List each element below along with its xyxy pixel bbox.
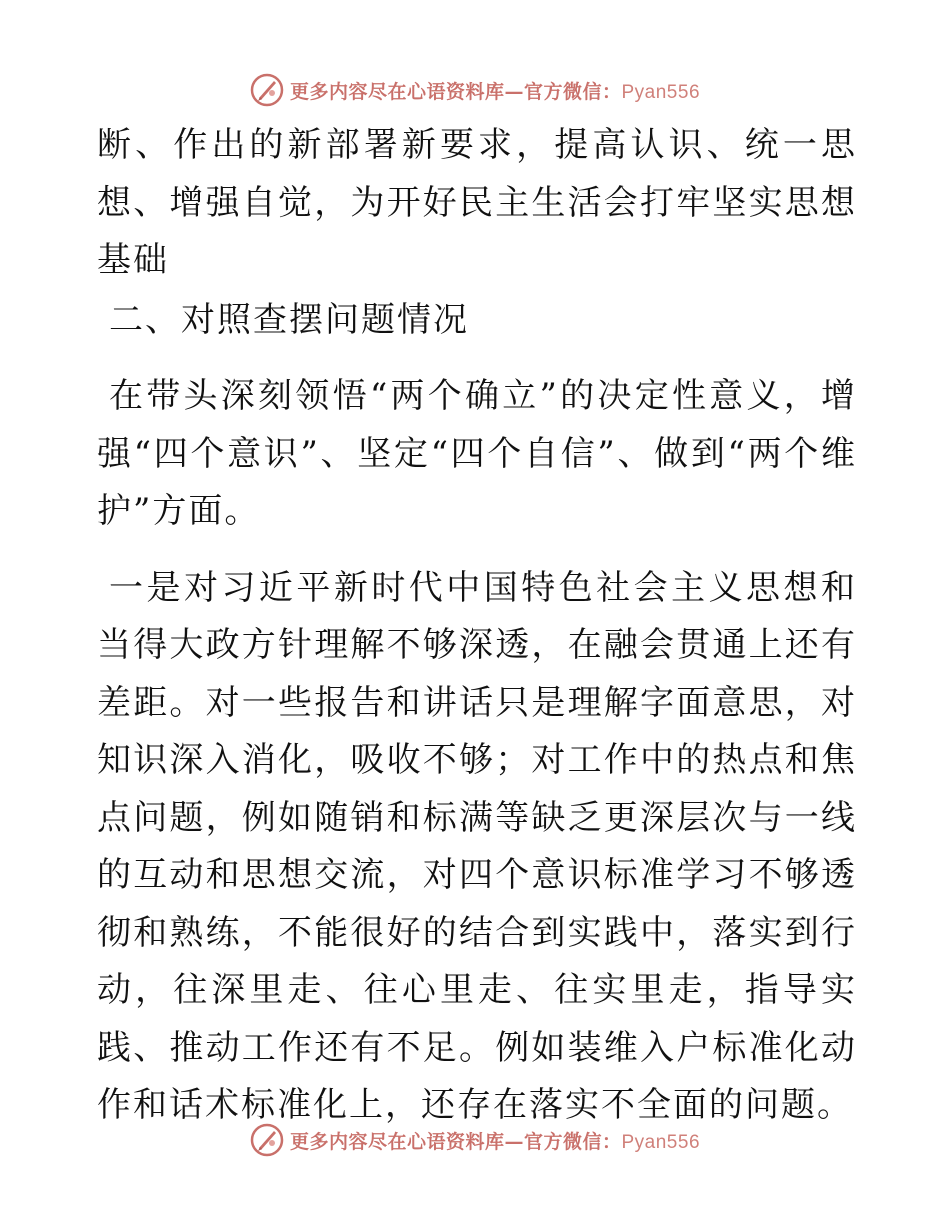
paragraph-point-one: 一是对习近平新时代中国特色社会主义思想和当得大政方针理解不够深透，在融会贯通上还有差距。对一些报告和讲话只是理解字面意思，对知识深入消化，吸收不够；对工作中的热点和焦点问题，例如随销和标满等缺乏更深层次与一线的互动和思想交流，对四个意识标准学习不够透彻和熟练，不能很好的结合到实践中，落实到行动，往深里走、往心里走、往实里走，指导实践、推动工作还有不足。例如装维入户标准化动作和话术标准化上，还存在落实不全面的问题。: [97, 567, 857, 1125]
watermark-text: 更多内容尽在心语资料库—官方微信：Pyan556: [289, 1130, 701, 1153]
watermark-text: 更多内容尽在心语资料库—官方微信：Pyan556: [289, 80, 701, 103]
watermark-handle: Pyan556: [621, 81, 701, 103]
footer-watermark: [0, 1120, 950, 1160]
quill-pen-logo-icon: [250, 1123, 284, 1157]
watermark-handle: Pyan556: [621, 1131, 701, 1153]
paragraph-continuation: 断、作出的新部署新要求，提高认识、统一思想、增强自觉，为开好民主生活会打牢坚实思想基础: [97, 125, 857, 280]
quill-pen-logo-icon: [250, 73, 284, 107]
document-body: [97, 117, 857, 1135]
header-watermark: [0, 70, 950, 110]
section-heading: 二、对照查摆问题情况: [109, 299, 469, 340]
paragraph-intro: 在带头深刻领悟“两个确立”的决定性意义，增强“四个意识”、坚定“四个自信”、做到“两个维护”方面。: [97, 376, 857, 531]
